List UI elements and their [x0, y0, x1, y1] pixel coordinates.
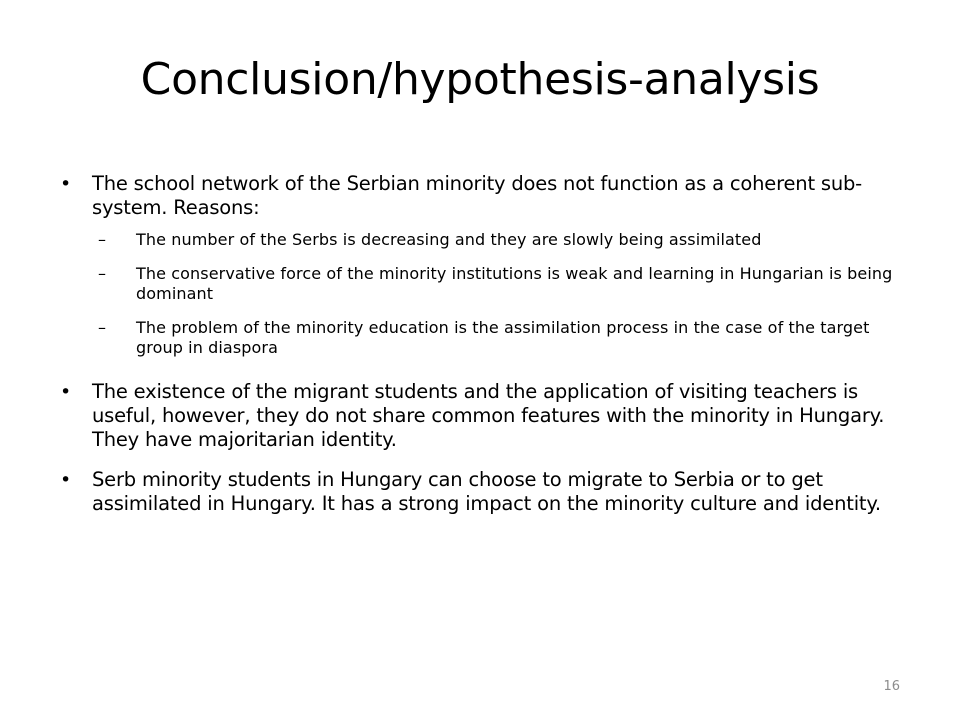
bullet-item: [60, 380, 920, 452]
bullet-item: [60, 172, 920, 220]
sub-bullet-text: The problem of the minority education is the assimilation process in the case of the target group in diaspora: [136, 318, 870, 357]
bullet-list: [60, 172, 920, 516]
sub-bullet-text: The conservative force of the minority institutions is weak and learning in Hungarian is being dominant: [136, 264, 893, 303]
sub-bullet-marker: –: [98, 264, 107, 283]
sub-bullet-list: [92, 230, 920, 358]
bullet-marker: •: [60, 173, 72, 195]
bullet-text: The school network of the Serbian minority does not function as a coherent sub-system. Reasons:: [92, 172, 863, 219]
page-number: 16: [883, 679, 900, 694]
sub-bullet-marker: –: [98, 230, 107, 249]
bullet-item: [60, 468, 920, 516]
sub-bullet-marker: –: [98, 318, 107, 337]
bullet-marker: •: [60, 469, 72, 491]
sub-bullet-text: The number of the Serbs is decreasing and they are slowly being assimilated: [136, 230, 762, 249]
sub-bullet-item: [92, 264, 920, 304]
sub-bullet-item: [92, 318, 920, 358]
bullet-marker: •: [60, 381, 72, 403]
sub-bullet-item: [92, 230, 920, 250]
slide-title: Conclusion/hypothesis-analysis: [140, 54, 820, 105]
bullet-text: The existence of the migrant students and the application of visiting teachers is useful, however, they do not share common features with the minority in Hungary. They have majoritarian identity.: [92, 380, 885, 451]
bullet-text: Serb minority students in Hungary can choose to migrate to Serbia or to get assimilated in Hungary. It has a strong impact on the minority culture and identity.: [92, 468, 881, 515]
